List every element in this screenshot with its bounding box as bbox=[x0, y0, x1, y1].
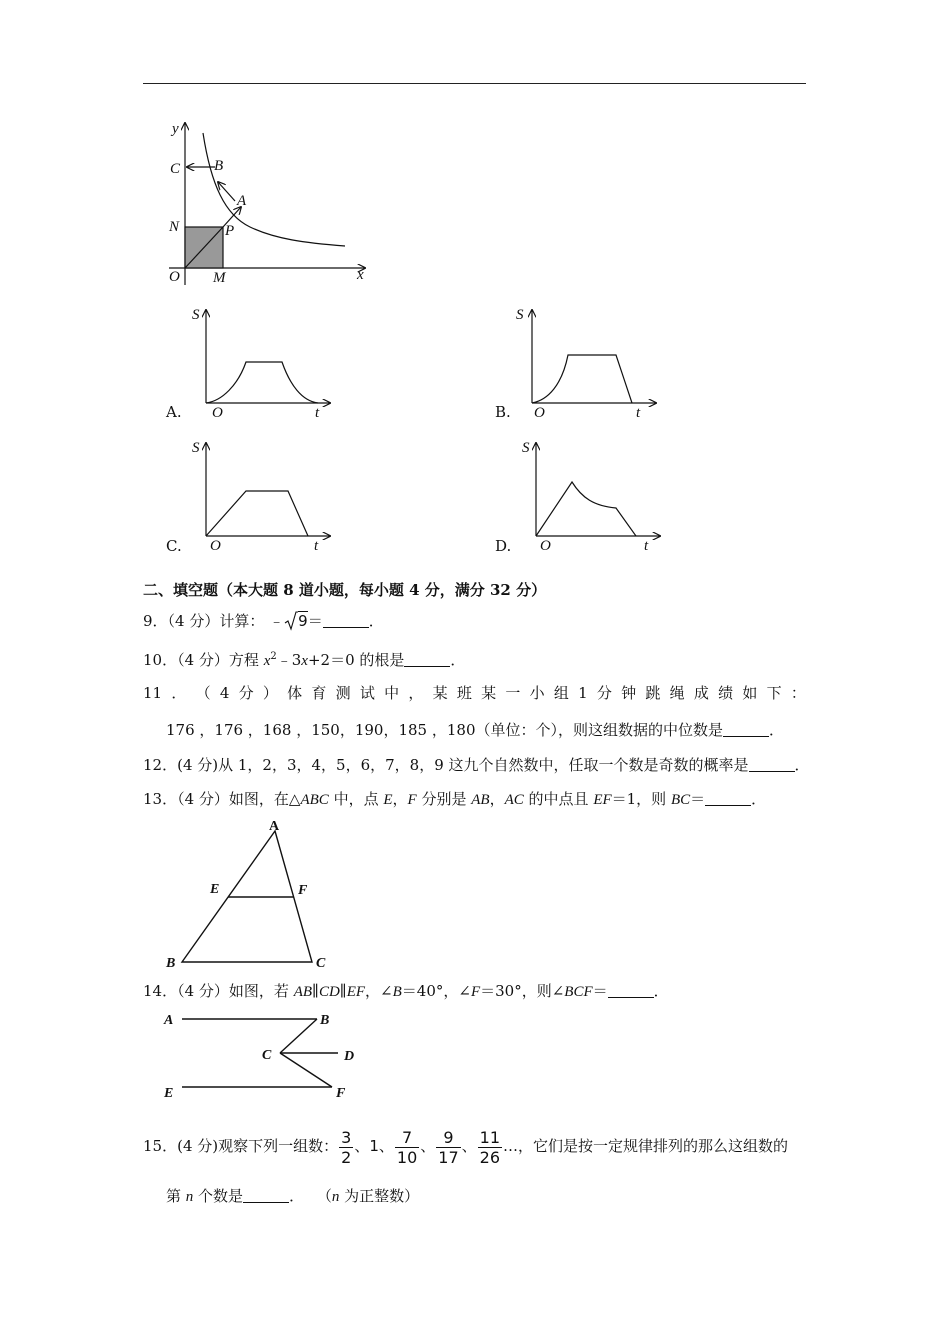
q11-char: 如 bbox=[742, 684, 758, 702]
q15-sep: 、 bbox=[378, 1137, 394, 1155]
q14-angle-bcf: BCF bbox=[564, 984, 593, 1000]
question-14 bbox=[143, 981, 669, 1002]
option-d-s-label: S bbox=[522, 440, 530, 456]
q10-number: 10． bbox=[143, 651, 178, 669]
p-label: P bbox=[225, 223, 235, 239]
q11-char: 某 bbox=[481, 684, 497, 702]
z-b-label: B bbox=[320, 1013, 330, 1028]
q15-text-2: ，它们是按一定规律排列的那么这组数的 bbox=[518, 1137, 789, 1155]
q11-char: 11 bbox=[143, 684, 163, 702]
option-a-curve bbox=[206, 362, 318, 403]
q15-sep: 、 bbox=[420, 1137, 436, 1155]
top-rule bbox=[143, 83, 806, 84]
q15-fraction-2: $\frac{7}{10}$ bbox=[396, 1127, 418, 1167]
q11-char: 成 bbox=[693, 684, 709, 702]
q15-number: 15． bbox=[143, 1137, 178, 1155]
q11-char: 组 bbox=[553, 684, 569, 702]
q13-side-bc: BC bbox=[670, 792, 691, 808]
q14-text-3: ＝40°，∠ bbox=[401, 982, 471, 1000]
q15-sep: 、 bbox=[461, 1137, 477, 1155]
q9-score: （4 分） bbox=[167, 612, 220, 630]
q10-exponent: 2 bbox=[270, 651, 277, 662]
q11-char: 某 bbox=[432, 684, 448, 702]
path-arrow-ab bbox=[218, 182, 235, 201]
q11-char: 绩 bbox=[718, 684, 734, 702]
q11-char: 中 bbox=[384, 684, 400, 702]
q11-char: 体 bbox=[287, 684, 303, 702]
q10-variable-2: x bbox=[301, 653, 308, 669]
question-11-line-1 bbox=[143, 683, 806, 703]
q9-equals: ＝ bbox=[307, 612, 323, 630]
q13-text-6: 的中点且 bbox=[523, 790, 594, 808]
q9-answer-blank[interactable] bbox=[323, 613, 369, 628]
x-label: x bbox=[357, 267, 364, 283]
q11-answer-blank[interactable] bbox=[723, 722, 769, 737]
q11-char: 1 bbox=[578, 684, 588, 702]
q11-char: 分 bbox=[596, 684, 612, 702]
option-b-s-label: S bbox=[516, 307, 524, 323]
q10-end: ． bbox=[450, 651, 466, 669]
section-title: 二、填空题（本大题 8 道小题，每小题 4 分，满分 32 分） bbox=[143, 581, 547, 599]
q15-fraction-4: $\frac{11}{26}$ bbox=[479, 1127, 501, 1167]
option-b-curve bbox=[532, 355, 632, 403]
q11-char: 测 bbox=[335, 684, 351, 702]
option-b-t-label: t bbox=[636, 405, 641, 420]
question-13 bbox=[143, 789, 766, 810]
q11-char: 下 bbox=[766, 684, 782, 702]
q14-number: 14． bbox=[143, 982, 178, 1000]
q15-text-1: 观察下列一组数： bbox=[218, 1137, 339, 1155]
q15-line2-mid: 个数是 bbox=[193, 1187, 244, 1205]
question-11-line-2 bbox=[166, 720, 784, 740]
q13-text-7: ＝1，则 bbox=[611, 790, 671, 808]
q11-char: 绳 bbox=[669, 684, 685, 702]
q10-variable: x bbox=[263, 653, 271, 669]
q10-text: 方程 bbox=[228, 651, 264, 669]
q13-text-8: ＝ bbox=[690, 790, 706, 808]
q11-char: （ bbox=[195, 684, 211, 702]
q14-angle-b: B bbox=[392, 984, 402, 1000]
question-15 bbox=[143, 1124, 788, 1168]
q13-triangle-name: ABC bbox=[300, 792, 329, 808]
option-c-s-label: S bbox=[192, 440, 200, 456]
option-b-letter: B. bbox=[495, 403, 511, 421]
q13-score: （4 分） bbox=[177, 790, 229, 808]
q14-end: ． bbox=[653, 982, 669, 1000]
q11-char: 分 bbox=[238, 684, 254, 702]
b-label: B bbox=[214, 158, 224, 174]
q9-negative: ﹣ bbox=[269, 612, 285, 630]
a-label: A bbox=[237, 193, 247, 209]
q15-note-rest: 为正整数） bbox=[339, 1187, 420, 1205]
tri-e-label: E bbox=[210, 882, 220, 897]
q13-text-1: 如图，在△ bbox=[228, 790, 301, 808]
q10-answer-blank[interactable] bbox=[404, 652, 450, 667]
option-d-letter: D. bbox=[495, 537, 512, 555]
option-c-o-label: O bbox=[210, 538, 221, 553]
q9-end: ． bbox=[368, 612, 384, 630]
parallel-lines-figure bbox=[160, 1005, 370, 1105]
option-c-letter: C. bbox=[166, 537, 182, 555]
option-a-letter: A. bbox=[166, 403, 182, 421]
q15-answer-blank[interactable] bbox=[243, 1188, 289, 1203]
q15-score: (4 分) bbox=[177, 1137, 219, 1155]
z-f-label: F bbox=[336, 1086, 346, 1101]
q13-text-2: 中，点 bbox=[328, 790, 384, 808]
option-d-t-label: t bbox=[644, 538, 649, 553]
q11-char: ： bbox=[790, 684, 806, 702]
q14-text-4: ＝30°，则∠ bbox=[480, 982, 565, 1000]
tri-a-label: A bbox=[269, 819, 280, 834]
sqrt-icon bbox=[284, 611, 298, 631]
m-label: M bbox=[213, 270, 226, 286]
q15-fraction-1: $\frac{3}{2}$ bbox=[341, 1127, 352, 1167]
q11-char: ） bbox=[262, 684, 278, 702]
q14-text-5: ＝ bbox=[592, 982, 608, 1000]
q9-text: 计算： bbox=[219, 612, 265, 630]
option-d-o-label: O bbox=[540, 538, 551, 553]
q12-text: 12．(4 分)从 1，2，3，4，5，6，7，8，9 这九个自然数中，任取一个数是奇数的概率是 bbox=[143, 756, 749, 774]
y-label: y bbox=[172, 121, 179, 137]
c-label: C bbox=[170, 161, 181, 177]
q11-char: 育 bbox=[311, 684, 327, 702]
q13-number: 13． bbox=[143, 790, 178, 808]
option-a-o-label: O bbox=[212, 405, 223, 420]
q15-end: ． bbox=[289, 1187, 305, 1205]
z-e-label: E bbox=[164, 1086, 174, 1101]
q14-score: （4 分） bbox=[177, 982, 229, 1000]
option-d-graph[interactable] bbox=[520, 438, 670, 553]
segment-cf bbox=[280, 1053, 332, 1087]
option-c-graph[interactable] bbox=[190, 438, 340, 553]
q11-char: 试 bbox=[359, 684, 375, 702]
option-a-t-label: t bbox=[315, 405, 320, 420]
question-12 bbox=[143, 755, 810, 775]
q14-text-1: 如图，若 bbox=[228, 982, 294, 1000]
q15-one: 1 bbox=[369, 1137, 379, 1155]
n-label: N bbox=[169, 219, 180, 235]
q15-line2-pre: 第 bbox=[166, 1187, 186, 1205]
q11-char: 一 bbox=[505, 684, 521, 702]
q10-rest: +2＝0 的根是 bbox=[307, 651, 405, 669]
q11-char: ， bbox=[408, 684, 424, 702]
q11-data-text: 176 ，176 ，168 ，150，190，185 ，180（单位：个），则这组数据的中位数是 bbox=[166, 721, 723, 739]
q13-answer-blank[interactable] bbox=[705, 791, 751, 806]
q11-char: 跳 bbox=[645, 684, 661, 702]
option-c-curve bbox=[206, 491, 308, 536]
q9-number: 9． bbox=[143, 612, 168, 630]
q13-end: ． bbox=[751, 790, 767, 808]
q10-score: （4 分） bbox=[177, 651, 229, 669]
q11-char: 班 bbox=[456, 684, 472, 702]
q15-sep: 、 bbox=[354, 1137, 370, 1155]
q15-note-open: （ bbox=[316, 1187, 332, 1205]
tri-b-label: B bbox=[166, 956, 176, 971]
option-d-curve bbox=[536, 482, 636, 536]
question-15-line-2 bbox=[166, 1186, 419, 1207]
q13-side-ac: AC bbox=[504, 792, 524, 808]
z-a-label: A bbox=[164, 1013, 174, 1028]
q14-angle-f: F bbox=[470, 984, 481, 1000]
q14-answer-blank[interactable] bbox=[608, 983, 654, 998]
option-a-graph[interactable] bbox=[190, 305, 340, 420]
q15-fraction-3: $\frac{9}{17}$ bbox=[438, 1127, 459, 1167]
tri-c-label: C bbox=[316, 956, 326, 971]
q9-radicand: 9 bbox=[298, 612, 308, 630]
q10-term: ﹣3 bbox=[276, 651, 302, 669]
q11-char: ． bbox=[171, 684, 187, 702]
q15-n: n bbox=[185, 1189, 194, 1205]
segment-bc bbox=[280, 1019, 317, 1053]
q15-note-n: n bbox=[331, 1189, 340, 1205]
tri-f-label: F bbox=[298, 883, 308, 898]
z-d-label: D bbox=[344, 1049, 355, 1064]
q13-segment-ef: EF bbox=[593, 792, 612, 808]
q11-char: 小 bbox=[529, 684, 545, 702]
motion-figure bbox=[155, 115, 380, 287]
q13-point-e: E bbox=[383, 792, 393, 808]
option-a-s-label: S bbox=[192, 307, 200, 323]
question-9 bbox=[143, 611, 384, 631]
option-b-o-label: O bbox=[534, 405, 545, 420]
q12-end: ． bbox=[794, 756, 810, 774]
q13-text-3: ， bbox=[392, 790, 408, 808]
q13-side-ab: AB bbox=[471, 792, 490, 808]
q11-char: 4 bbox=[219, 684, 230, 702]
q13-point-f: F bbox=[407, 792, 417, 808]
q11-end: ． bbox=[769, 721, 785, 739]
origin-label: O bbox=[169, 269, 180, 285]
q14-parallel-lines: AB∥CD∥EF bbox=[293, 984, 366, 1000]
option-c-t-label: t bbox=[314, 538, 319, 553]
z-c-label: C bbox=[262, 1048, 272, 1063]
triangle-figure bbox=[160, 815, 340, 973]
q11-char: 钟 bbox=[621, 684, 637, 702]
q14-text-2: ，∠ bbox=[365, 982, 393, 1000]
q13-text-5: ， bbox=[489, 790, 505, 808]
q15-ellipsis: … bbox=[503, 1137, 519, 1155]
option-b-graph[interactable] bbox=[516, 305, 666, 420]
q13-text-4: 分别是 bbox=[416, 790, 472, 808]
question-10 bbox=[143, 647, 465, 671]
q12-answer-blank[interactable] bbox=[749, 757, 795, 772]
